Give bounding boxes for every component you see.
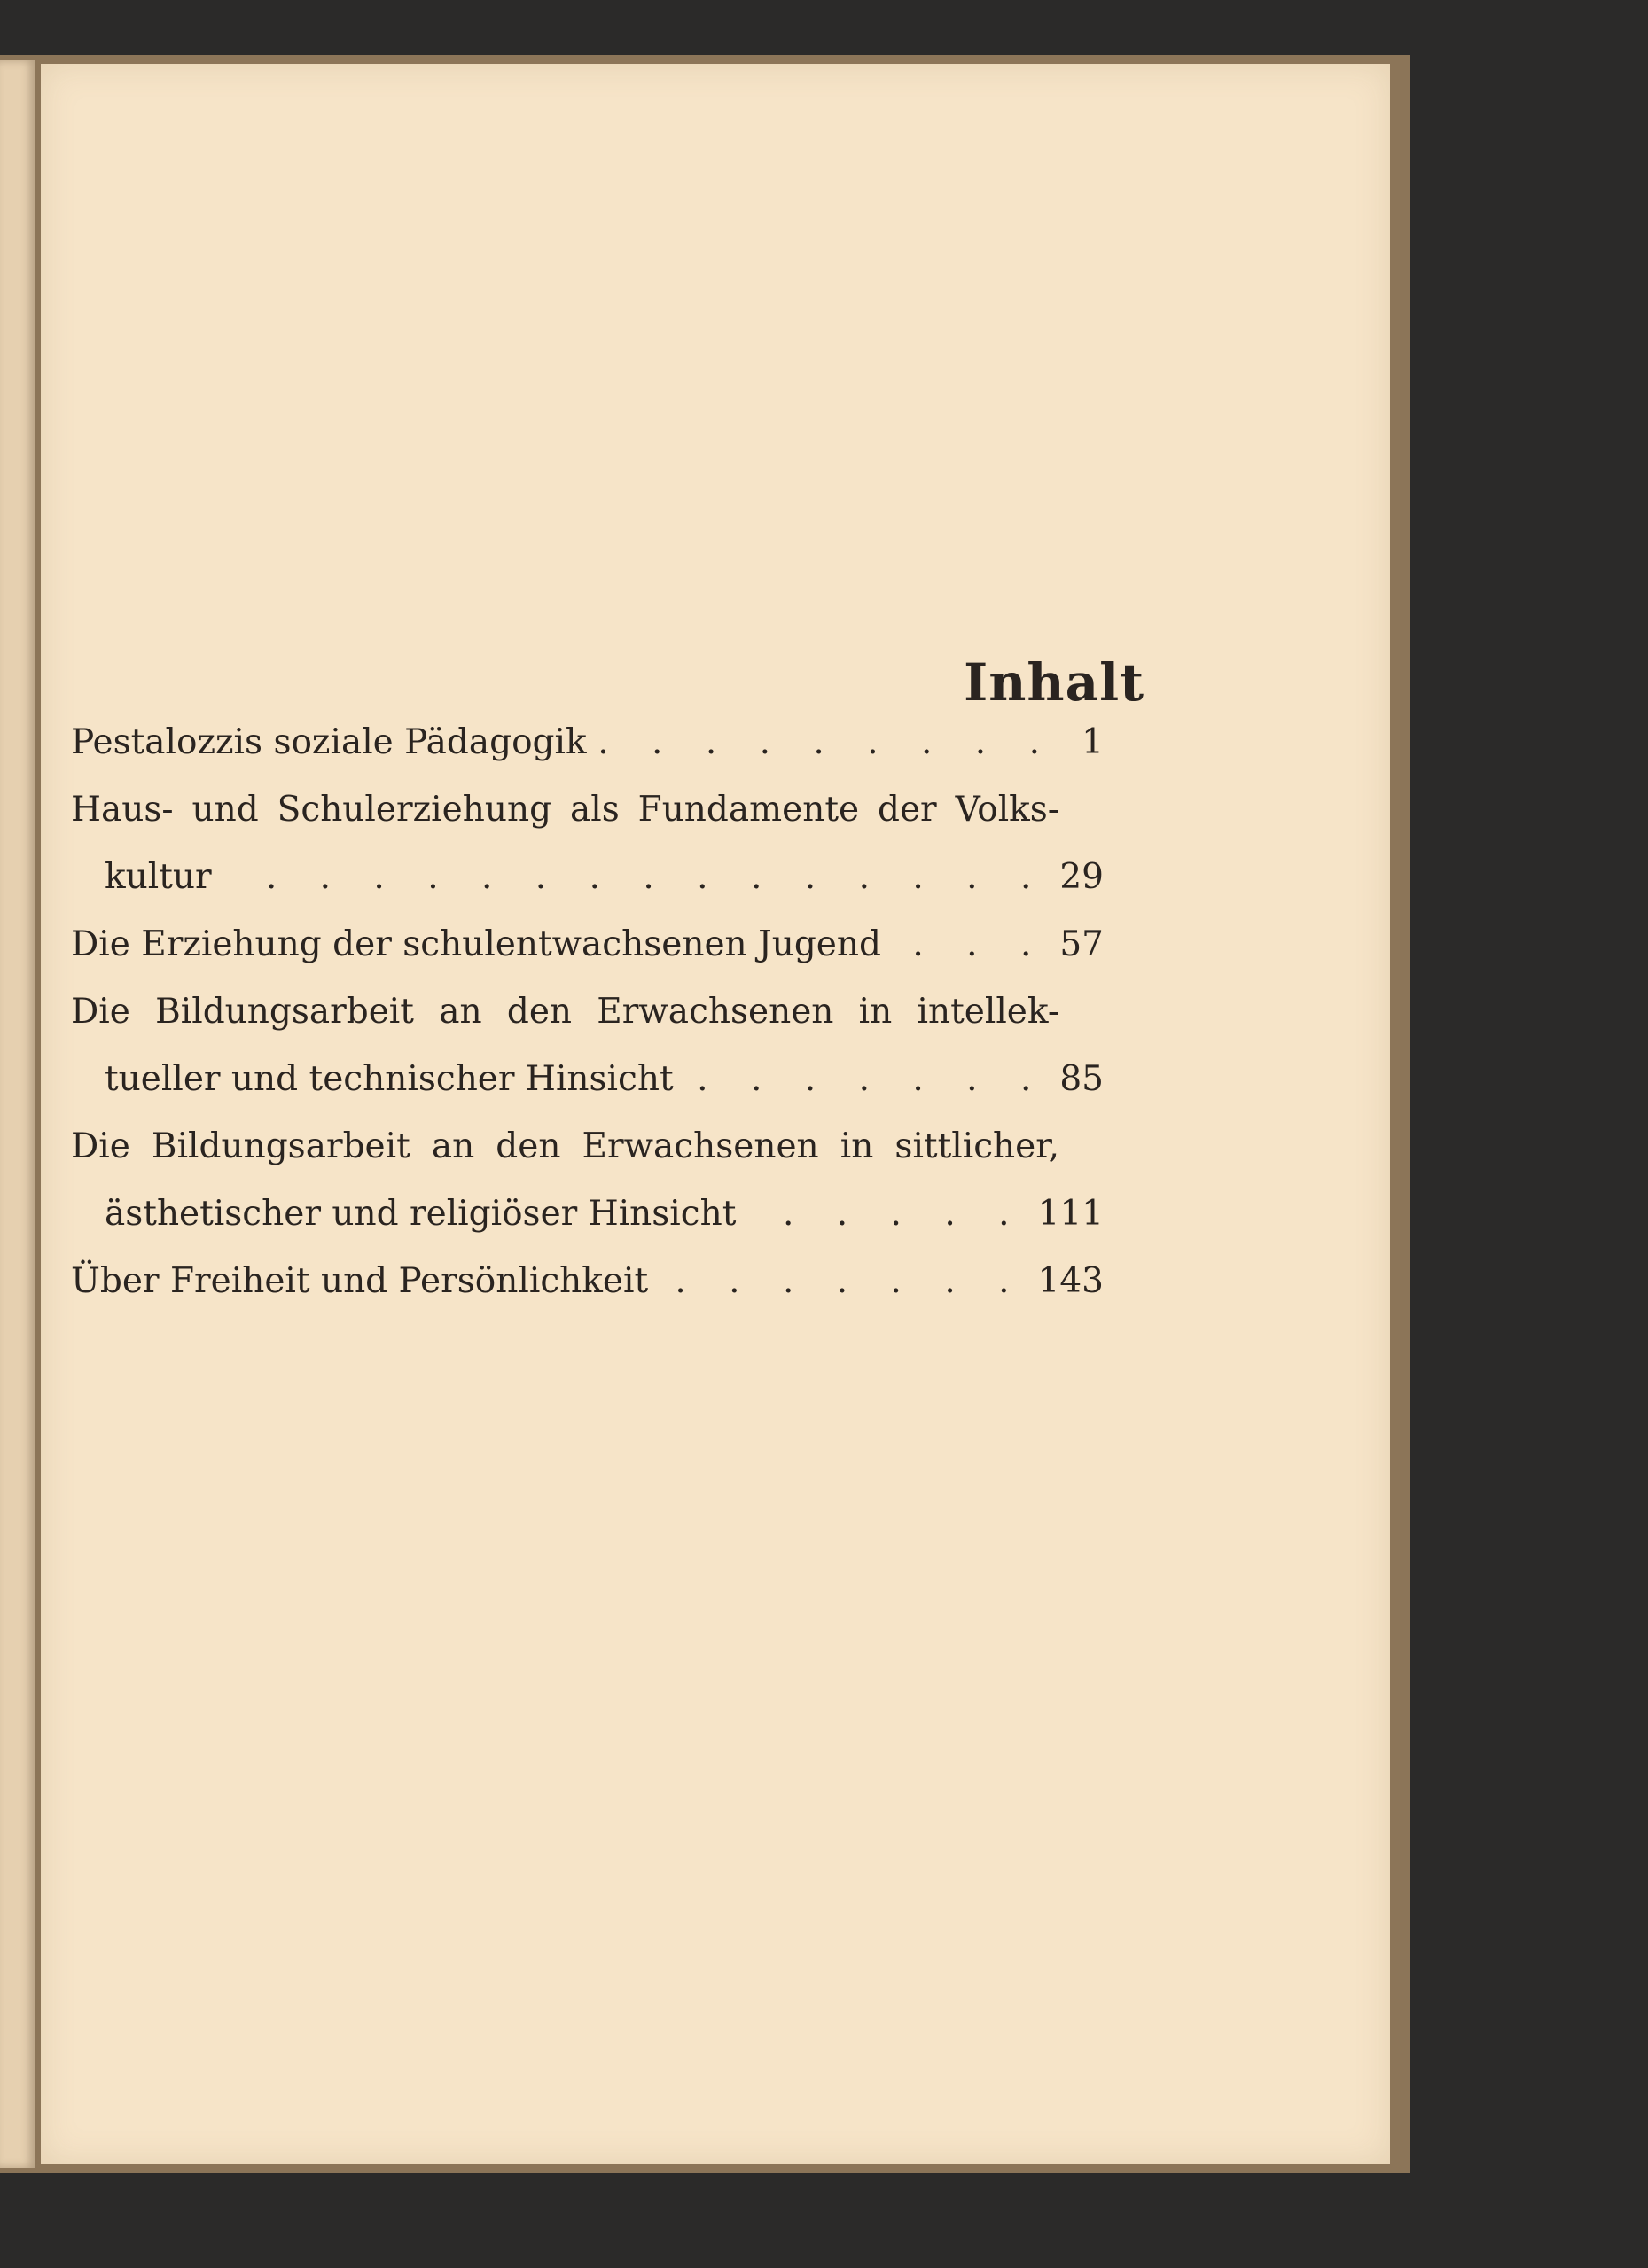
toc-entry-4-line-1	[71, 978, 1104, 1046]
toc-page-number: 1	[1082, 722, 1104, 762]
toc-entry-2-line-2	[71, 844, 1104, 911]
toc-entry-title: Die Bildungsarbeit an den Erwachsenen in sittlicher,	[71, 1126, 1059, 1166]
dot-leader	[660, 1248, 1025, 1315]
facing-page-edge	[0, 60, 35, 2168]
toc-entry-title: Pestalozzis soziale Pädagogik	[71, 722, 587, 762]
toc-entry-2-line-1	[71, 776, 1104, 844]
toc-entry-5-line-2	[71, 1181, 1104, 1248]
dot-leader	[894, 911, 1047, 978]
toc-page-number: 143	[1037, 1261, 1104, 1301]
dot-leader	[224, 844, 1048, 911]
dot-leader	[748, 1181, 1025, 1248]
table-of-contents	[71, 709, 1104, 1315]
toc-page-number: 111	[1037, 1194, 1104, 1234]
toc-page-number: 85	[1059, 1059, 1104, 1099]
dot-leader	[686, 1046, 1048, 1113]
toc-entry-3	[71, 911, 1104, 978]
dot-leader	[599, 709, 1056, 776]
toc-entry-title: Haus- und Schulerziehung als Fundamente der Volks-	[71, 790, 1059, 830]
toc-entry-title-continued: tueller und technischer Hinsicht	[105, 1059, 674, 1099]
toc-entry-title: Über Freiheit und Persönlichkeit	[71, 1261, 649, 1301]
toc-entry-4-line-2	[71, 1046, 1104, 1113]
toc-entry-title: Die Bildungsarbeit an den Erwachsenen in intellek-	[71, 992, 1059, 1032]
toc-entry-1	[71, 709, 1104, 776]
toc-entry-5-line-1	[71, 1113, 1104, 1181]
toc-entry-6	[71, 1248, 1104, 1315]
toc-entry-title-continued: ästhetischer und religiöser Hinsicht	[105, 1194, 737, 1234]
toc-entry-title: Die Erziehung der schulentwachsenen Jugend	[71, 924, 881, 964]
toc-page-number: 57	[1059, 924, 1104, 964]
page-title: Inhalt	[964, 652, 1144, 713]
toc-page-number: 29	[1059, 857, 1104, 897]
toc-entry-title-continued: kultur	[105, 857, 212, 897]
